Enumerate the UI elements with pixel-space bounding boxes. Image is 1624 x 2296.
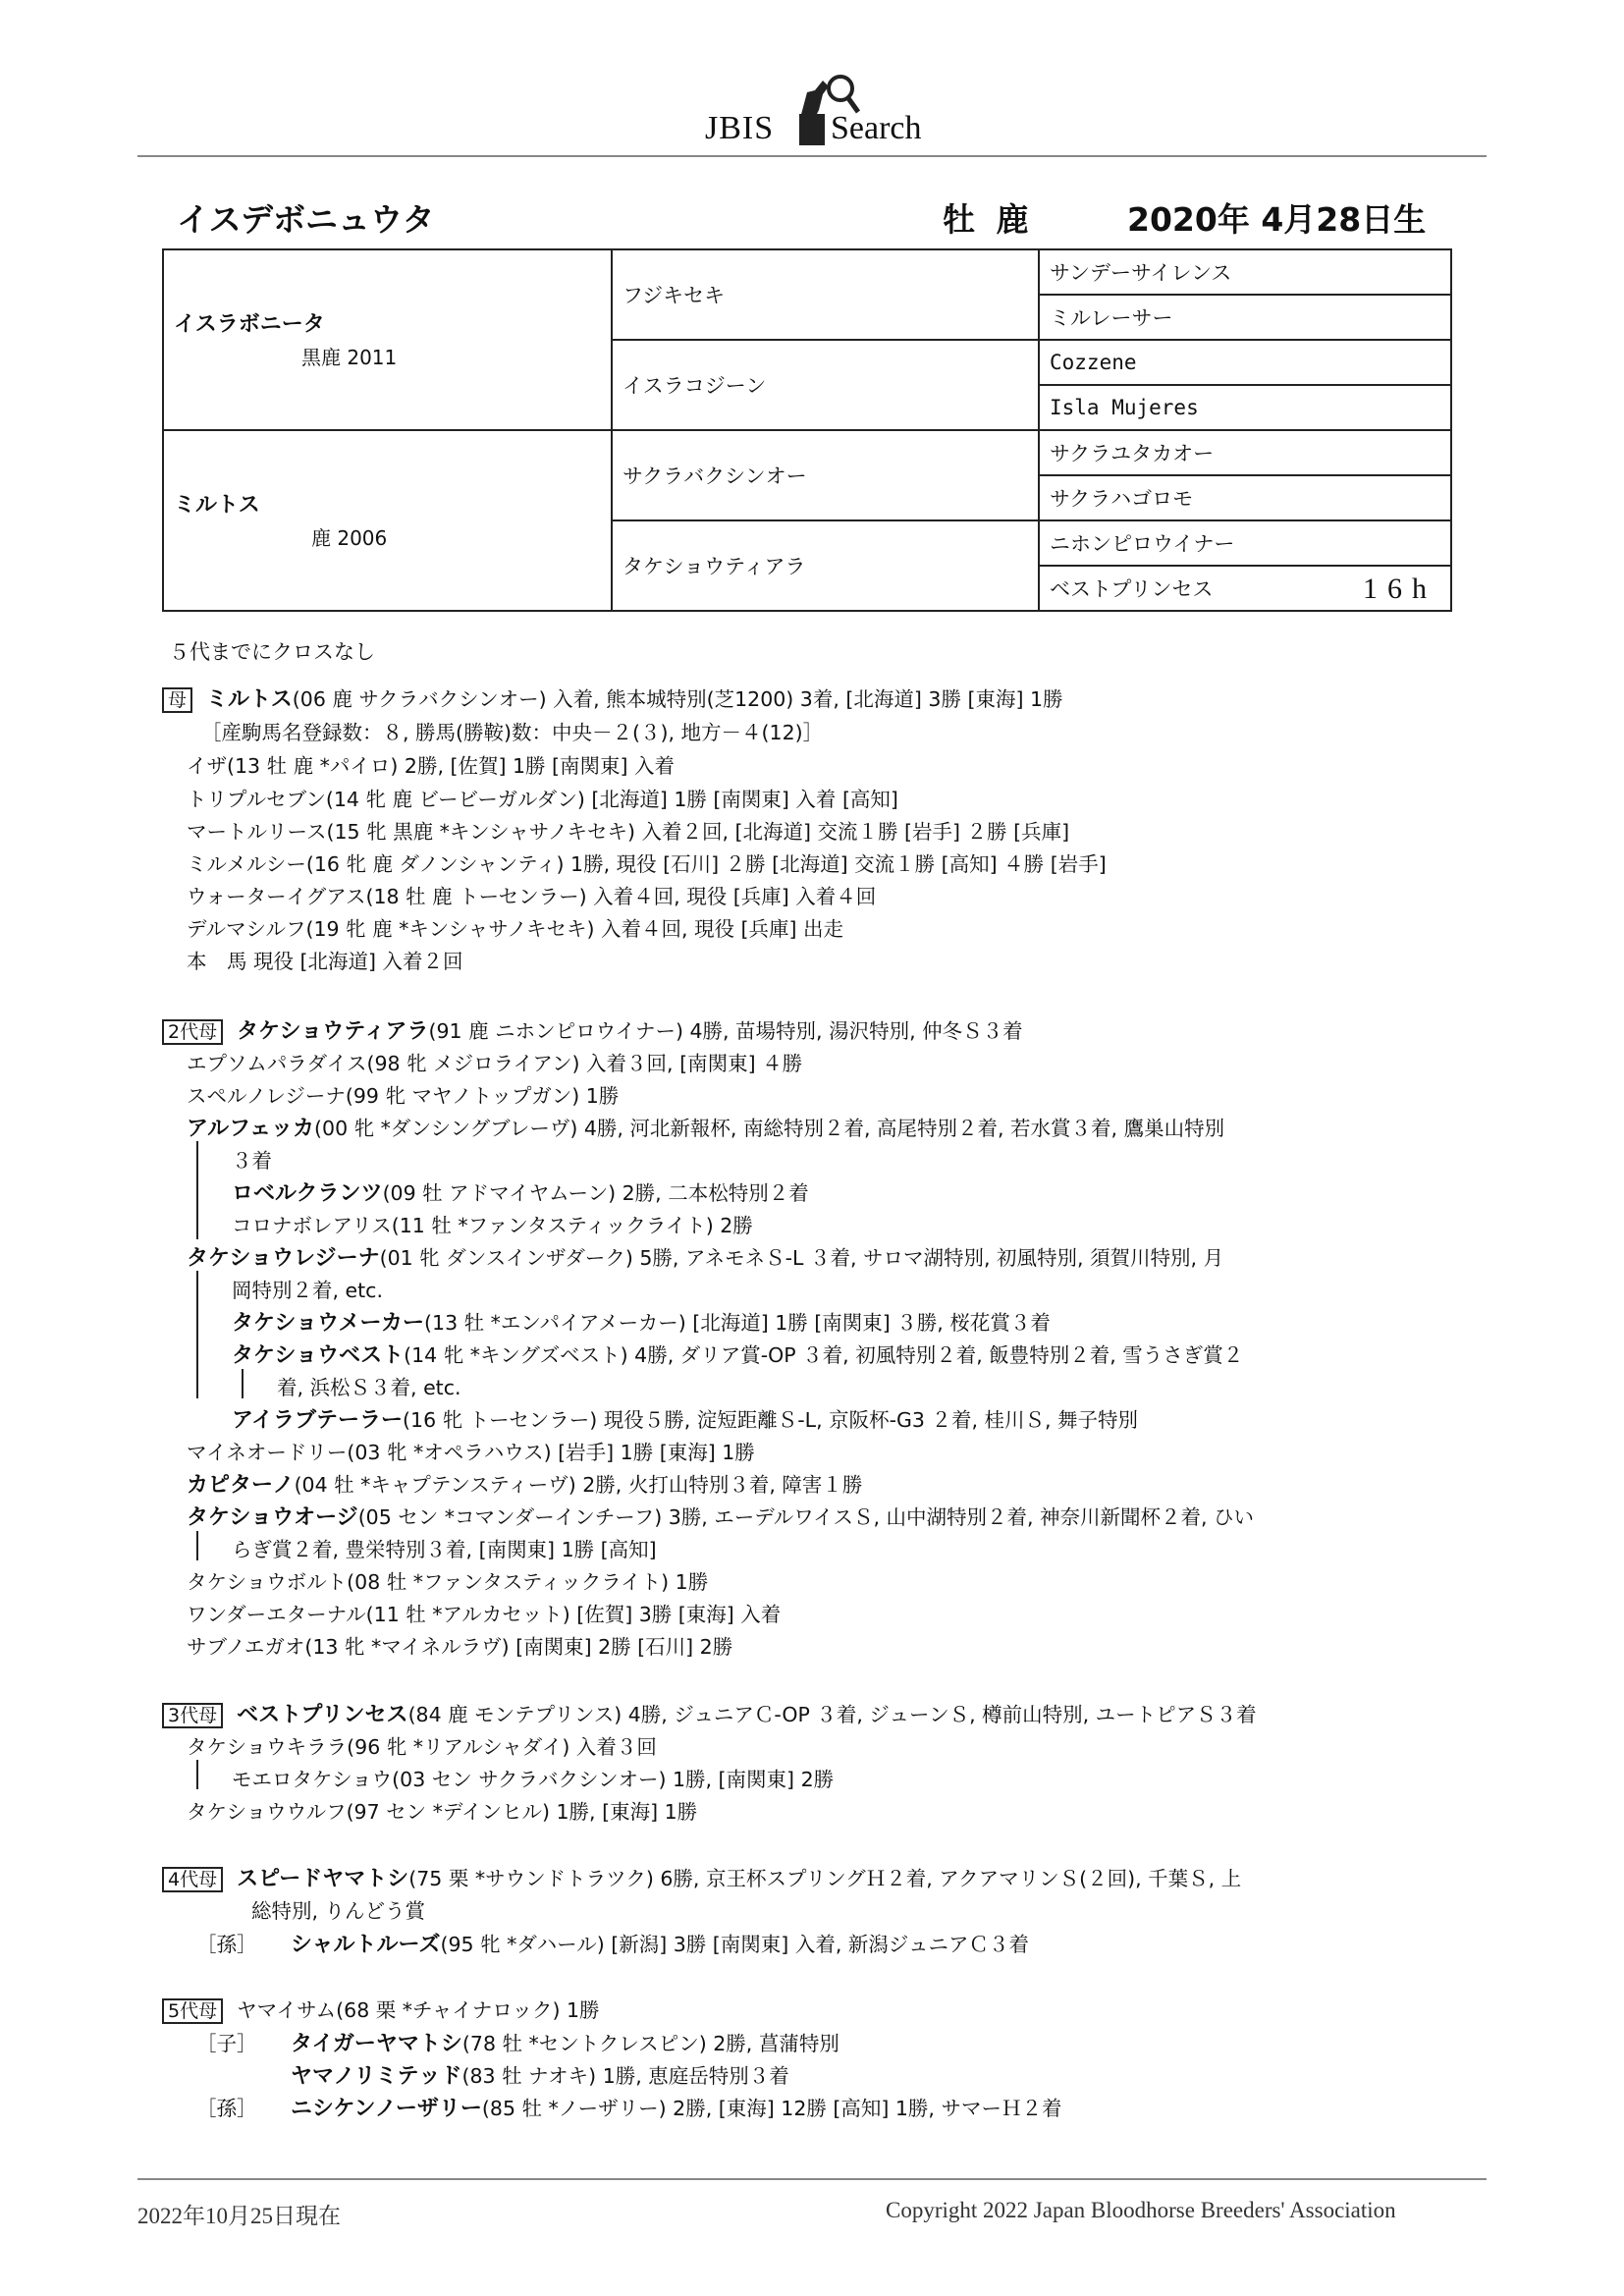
family-line xyxy=(291,2059,789,2090)
family-bracket xyxy=(196,1271,198,1398)
family-line xyxy=(196,2092,1061,2122)
family-line xyxy=(162,1862,1241,1892)
family-bracket xyxy=(196,1760,198,1789)
horse-name-bold: タケショウベスト xyxy=(232,1343,405,1368)
horse-name-bold: タケショウメーカー xyxy=(232,1311,425,1336)
family-bracket xyxy=(196,1531,198,1560)
relation-label: ［子］ xyxy=(196,2032,257,2055)
family-line: タケショウウルフ(97 セン *デインヒル) 1勝, [東海] 1勝 xyxy=(187,1800,698,1824)
family-line xyxy=(162,1994,600,2024)
gen3-name: ベストプリンセス xyxy=(1050,577,1214,601)
family-line-text: (75 栗 *サウンドトラツク) 6勝, 京王杯スプリングＨ２着, アクアマリンＳ(２回), 千葉Ｓ, 上 xyxy=(408,1867,1242,1890)
family-line xyxy=(162,1014,1023,1045)
horse-name-bold: ミルトス xyxy=(206,687,293,712)
family-line: 岡特別２着, etc. xyxy=(232,1279,383,1302)
family-line xyxy=(232,1306,1051,1337)
gen3-cell: サクラユタカオー xyxy=(1039,430,1451,475)
family-line: デルマシルフ(19 牝 鹿 *キンシャサノキセキ) 入着４回, 現役 [兵庫] 出走 xyxy=(187,917,844,941)
family-line-text: (84 鹿 モンテプリンス) 4勝, ジュニアＣ-OP ３着, ジューンＳ, 樽前山特別, ユートピアＳ３着 xyxy=(407,1703,1257,1726)
family-line-text: (16 牝 トーセンラー) 現役５勝, 淀短距離Ｓ-L, 京阪杯-G3 ２着, 桂川Ｓ, 舞子特別 xyxy=(403,1408,1139,1432)
horse-name-bold: カピターノ xyxy=(187,1473,295,1498)
pedigree-table xyxy=(162,248,1452,612)
gen3-cell: Cozzene xyxy=(1039,340,1451,385)
dam-name: ミルトス xyxy=(174,493,260,518)
horse-name-bold: タイガーヤマトシ xyxy=(291,2032,462,2056)
family-line: マイネオードリー(03 牝 *オペラハウス) [岩手] 1勝 [東海] 1勝 xyxy=(187,1441,755,1464)
family-line xyxy=(162,683,1063,713)
sire-info: 黒鹿 2011 xyxy=(301,346,398,369)
family-line xyxy=(187,1241,1223,1272)
sire-name: イスラボニータ xyxy=(174,312,325,337)
family-line: ウォーターイグアス(18 牡 鹿 トーセンラー) 入着４回, 現役 [兵庫] 入着４回 xyxy=(187,885,877,908)
family-line-text: (95 牝 *ダハール) [新潟] 3勝 [南関東] 入着, 新潟ジュニアＣ３着 xyxy=(440,1933,1029,1956)
gen2-cell: サクラバクシンオー xyxy=(612,430,1039,520)
family-line: サブノエガオ(13 牝 *マイネルラヴ) [南関東] 2勝 [石川] 2勝 xyxy=(187,1635,733,1659)
family-line xyxy=(232,1339,1243,1369)
family-line-text: (91 鹿 ニホンピロウイナー) 4勝, 苗場特別, 湯沢特別, 仲冬Ｓ３着 xyxy=(428,1019,1023,1043)
family-line xyxy=(196,2027,839,2057)
gen3-cell: ミルレーサー xyxy=(1039,295,1451,340)
family-line xyxy=(187,1112,1224,1142)
dam-info: 鹿 2006 xyxy=(311,526,388,550)
family-line-text: (05 セン *コマンダーインチーフ) 3勝, エーデルワイスＳ, 山中湖特別２着, 神奈川新聞杯２着, ひい xyxy=(357,1505,1255,1529)
family-line: タケショウボルト(08 牡 *ファンタスティックライト) 1勝 xyxy=(187,1570,709,1594)
family-line-text: (04 牡 *キャプテンスティーヴ) 2勝, 火打山特別３着, 障害１勝 xyxy=(294,1473,863,1497)
family-line: モエロタケショウ(03 セン サクラバクシンオー) 1勝, [南関東] 2勝 xyxy=(232,1768,835,1791)
family-line-text: (14 牝 *キングズベスト) 4勝, ダリア賞-OP ３着, 初風特別２着, 飯豊特別２着, 雪うさぎ賞２ xyxy=(404,1343,1244,1367)
logo-bucket-icon xyxy=(799,114,825,145)
family-line-text: (13 牡 *エンパイアメーカー) [北海道] 1勝 [南関東] ３勝, 桜花賞３着 xyxy=(424,1311,1051,1335)
cross-note: ５代までにクロスなし xyxy=(169,640,375,664)
gen2-cell: フジキセキ xyxy=(612,249,1039,340)
horse-name: イスデボニュウタ xyxy=(177,200,435,239)
horse-name-bold: ヤマノリミテッド xyxy=(291,2064,462,2089)
dam-cell xyxy=(163,430,612,611)
horse-name-bold: ロベルクランツ xyxy=(232,1181,383,1206)
horse-name-bold: スピードヤマトシ xyxy=(237,1867,409,1891)
family-line: イザ(13 牡 鹿 *パイロ) 2勝, [佐賀] 1勝 [南関東] 入着 xyxy=(187,754,676,778)
family-line xyxy=(187,1468,862,1499)
family-line: ミルメルシー(16 牝 鹿 ダノンシャンティ) 1勝, 現役 [石川] ２勝 [北海道] 交流１勝 [高知] ４勝 [岩手] xyxy=(187,852,1107,876)
gen3-cell: サンデーサイレンス xyxy=(1039,249,1451,295)
logo-text-search: Search xyxy=(831,110,922,146)
family-line: エプソムパラダイス(98 牝 メジロライアン) 入着３回, [南関東] ４勝 xyxy=(187,1052,803,1075)
family-line xyxy=(187,1501,1254,1531)
section-tag: 3代母 xyxy=(162,1703,223,1728)
family-line-text: (83 牡 ナオキ) 1勝, 恵庭岳特別３着 xyxy=(461,2064,789,2088)
family-line: タケショウキララ(96 牝 *リアルシャダイ) 入着３回 xyxy=(187,1735,657,1759)
family-line xyxy=(162,1698,1257,1728)
family-line: 着, 浜松Ｓ３着, etc. xyxy=(277,1376,461,1399)
family-line xyxy=(196,1928,1029,1958)
family-line xyxy=(232,1176,809,1207)
family-line: スペルノレジーナ(99 牝 マヤノトップガン) 1勝 xyxy=(187,1084,620,1108)
family-line-text: (09 牡 アドマイヤムーン) 2勝, 二本松特別２着 xyxy=(382,1181,809,1205)
horse-name-bold: タケショウオージ xyxy=(187,1505,358,1530)
family-line: らぎ賞２着, 豊栄特別３着, [南関東] 1勝 [高知] xyxy=(232,1538,657,1561)
relation-label: ［孫］ xyxy=(196,1933,257,1956)
horse-name-bold: ベストプリンセス xyxy=(237,1703,408,1727)
family-line: 本 馬 現役 [北海道] 入着２回 xyxy=(187,950,463,973)
section-tag: 5代母 xyxy=(162,1998,223,2024)
horse-name-bold: アイラブテーラー xyxy=(232,1408,404,1433)
family-line xyxy=(232,1403,1138,1434)
inbreeding-note: 16h xyxy=(1363,573,1436,605)
footer-divider xyxy=(137,2178,1487,2180)
family-line-text: (00 牝 *ダンシングブレーヴ) 4勝, 河北新報杯, 南総特別２着, 高尾特別２着, 若水賞３着, 鷹巣山特別 xyxy=(314,1117,1225,1140)
family-line: トリプルセブン(14 牝 鹿 ビービーガルダン) [北海道] 1勝 [南関東] 入着 [高知] xyxy=(187,788,898,811)
relation-label: ［孫］ xyxy=(196,2097,257,2120)
family-line-text: (06 鹿 サクラバクシンオー) 入着, 熊本城特別(芝1200) 3着, [北海道] 3勝 [東海] 1勝 xyxy=(292,687,1063,711)
horse-name-bold: タケショウレジーナ xyxy=(187,1246,380,1271)
gen3-cell: ニホンピロウイナー xyxy=(1039,520,1451,566)
gen3-cell-last xyxy=(1039,566,1451,611)
birth-date: 2020年 4月28日生 xyxy=(1127,200,1427,239)
family-line-text: (85 牡 *ノーザリー) 2勝, [東海] 12勝 [高知] 1勝, サマーＨ２着 xyxy=(481,2097,1062,2120)
gen2-cell: タケショウティアラ xyxy=(612,520,1039,611)
family-line-text: ヤマイサム(68 栗 *チャイナロック) 1勝 xyxy=(237,1998,600,2022)
as-of-date: 2022年10月25日現在 xyxy=(137,2204,341,2228)
horse-name-bold: ニシケンノーザリー xyxy=(291,2097,482,2121)
horse-name-bold: タケショウティアラ xyxy=(237,1019,429,1044)
jbis-search-logo xyxy=(705,71,941,149)
gen2-cell: イスラコジーン xyxy=(612,340,1039,430)
family-bracket xyxy=(242,1369,244,1398)
family-line-text: (01 牝 ダンスインザダーク) 5勝, アネモネＳ-L ３着, サロマ湖特別, 初風特別, 須賀川特別, 月 xyxy=(379,1246,1224,1270)
section-tag: 2代母 xyxy=(162,1019,223,1045)
horse-name-bold: アルフェッカ xyxy=(187,1117,315,1141)
logo-text-jbis: JBIS xyxy=(705,110,775,146)
copyright: Copyright 2022 Japan Bloodhorse Breeders' Association xyxy=(886,2198,1396,2222)
section-tag: 母 xyxy=(162,687,192,713)
horse-name-bold: シャルトルーズ xyxy=(291,1933,441,1957)
family-line: マートルリース(15 牝 黒鹿 *キンシャサノキセキ) 入着２回, [北海道] 交流１勝 [岩手] ２勝 [兵庫] xyxy=(187,820,1070,844)
section-tag: 4代母 xyxy=(162,1867,223,1892)
sire-cell xyxy=(163,249,612,430)
family-bracket xyxy=(196,1141,198,1239)
family-line: ワンダーエターナル(11 牡 *アルカセット) [佐賀] 3勝 [東海] 入着 xyxy=(187,1603,782,1626)
family-line: 総特別, りんどう賞 xyxy=(251,1899,426,1923)
family-line: ３着 xyxy=(232,1149,272,1173)
gen3-cell: サクラハゴロモ xyxy=(1039,475,1451,520)
sex-color: 牡 鹿 xyxy=(943,200,1029,239)
family-line-text: (78 牡 *セントクレスピン) 2勝, 菖蒲特別 xyxy=(461,2032,839,2055)
family-line: コロナボレアリス(11 牡 *ファンタスティックライト) 2勝 xyxy=(232,1214,753,1237)
gen3-cell: Isla Mujeres xyxy=(1039,385,1451,430)
header-divider xyxy=(137,155,1487,157)
family-line: ［産駒馬名登録数：８, 勝馬(勝鞍)数：中央－２(３), 地方－４(12)］ xyxy=(201,721,824,744)
